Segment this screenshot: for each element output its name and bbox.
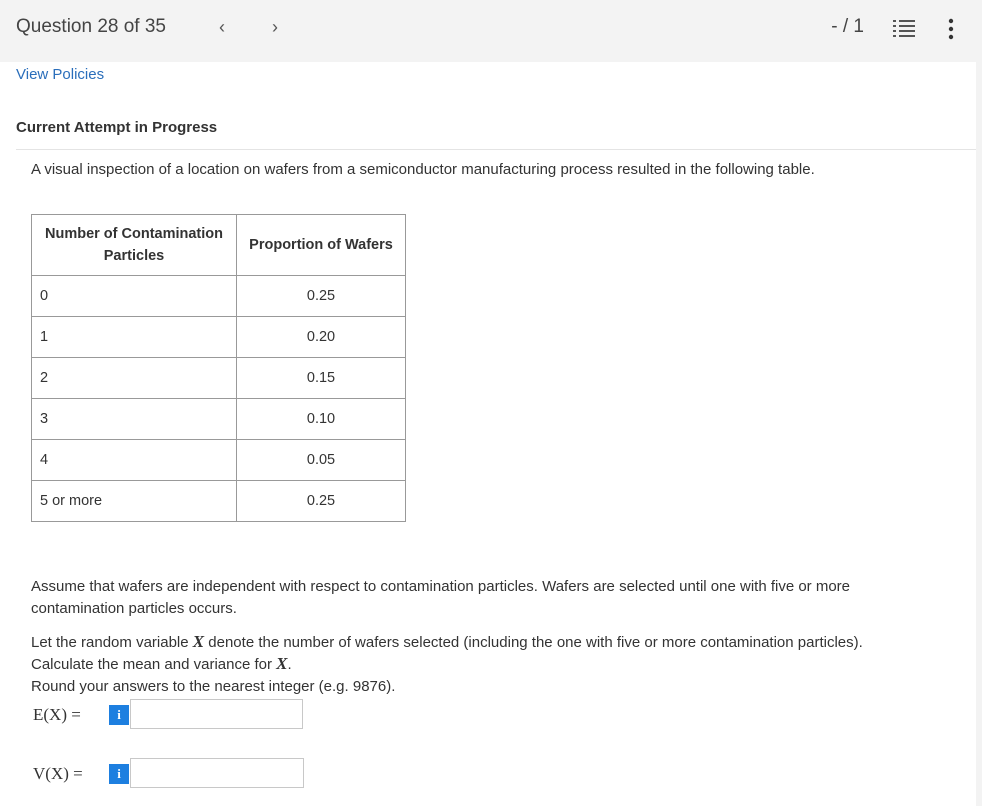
attempt-status: Current Attempt in Progress [16, 119, 218, 136]
column-header: Proportion of Wafers [237, 215, 406, 276]
previous-question-button[interactable]: ‹ [219, 17, 225, 37]
table-row [32, 317, 406, 358]
table-cell: 0.20 [237, 317, 406, 358]
text-segment: . [287, 656, 292, 673]
text-segment: Calculate the mean and variance for [31, 656, 277, 673]
text-segment: denote the number of wafers selected (including the one with five or more contamination particles). [204, 634, 863, 651]
question-header [0, 0, 982, 62]
variance-answer-input[interactable] [130, 758, 304, 788]
question-score: - / 1 [831, 16, 864, 37]
data-table [31, 214, 406, 522]
table-cell: 0.25 [237, 276, 406, 317]
mean-label: E(X) = [33, 705, 81, 724]
more-vertical-icon[interactable] [946, 17, 956, 41]
mean-info-button[interactable]: i [109, 705, 129, 725]
variable-x: X [192, 632, 205, 651]
question-intro: A visual inspection of a location on wafers from a semiconductor manufacturing process resulted in the following table. [31, 161, 815, 178]
table-row [32, 481, 406, 522]
variable-x: X [276, 654, 288, 673]
mean-answer-input[interactable] [130, 699, 303, 729]
table-cell: 3 [32, 399, 237, 440]
question-variable-definition [31, 631, 931, 654]
table-cell: 2 [32, 358, 237, 399]
table-cell: 1 [32, 317, 237, 358]
question-instruction [31, 653, 931, 676]
table-cell: 0.25 [237, 481, 406, 522]
table-cell: 0.05 [237, 440, 406, 481]
view-policies-link[interactable]: View Policies [16, 66, 105, 83]
question-panel [0, 62, 976, 806]
table-header-row [32, 215, 406, 276]
table-cell: 0 [32, 276, 237, 317]
variance-info-button[interactable]: i [109, 764, 129, 784]
table-row [32, 399, 406, 440]
next-question-button[interactable]: › [272, 17, 278, 37]
table-row [32, 440, 406, 481]
variance-label: V(X) = [33, 764, 83, 783]
table-cell: 0.10 [237, 399, 406, 440]
question-assumption: Assume that wafers are independent with respect to contamination particles. Wafers are selected until one with five or more contamination particles occurs. [31, 578, 851, 617]
table-cell: 4 [32, 440, 237, 481]
text-segment: Let the random variable [31, 634, 193, 651]
list-icon[interactable] [893, 19, 915, 39]
table-row [32, 276, 406, 317]
table-row [32, 358, 406, 399]
divider [16, 149, 976, 150]
rounding-instruction: Round your answers to the nearest integer (e.g. 9876). [31, 678, 396, 695]
table-cell: 0.15 [237, 358, 406, 399]
table-cell: 5 or more [32, 481, 237, 522]
column-header: Number of Contamination Particles [32, 215, 237, 276]
question-counter: Question 28 of 35 [16, 16, 166, 37]
